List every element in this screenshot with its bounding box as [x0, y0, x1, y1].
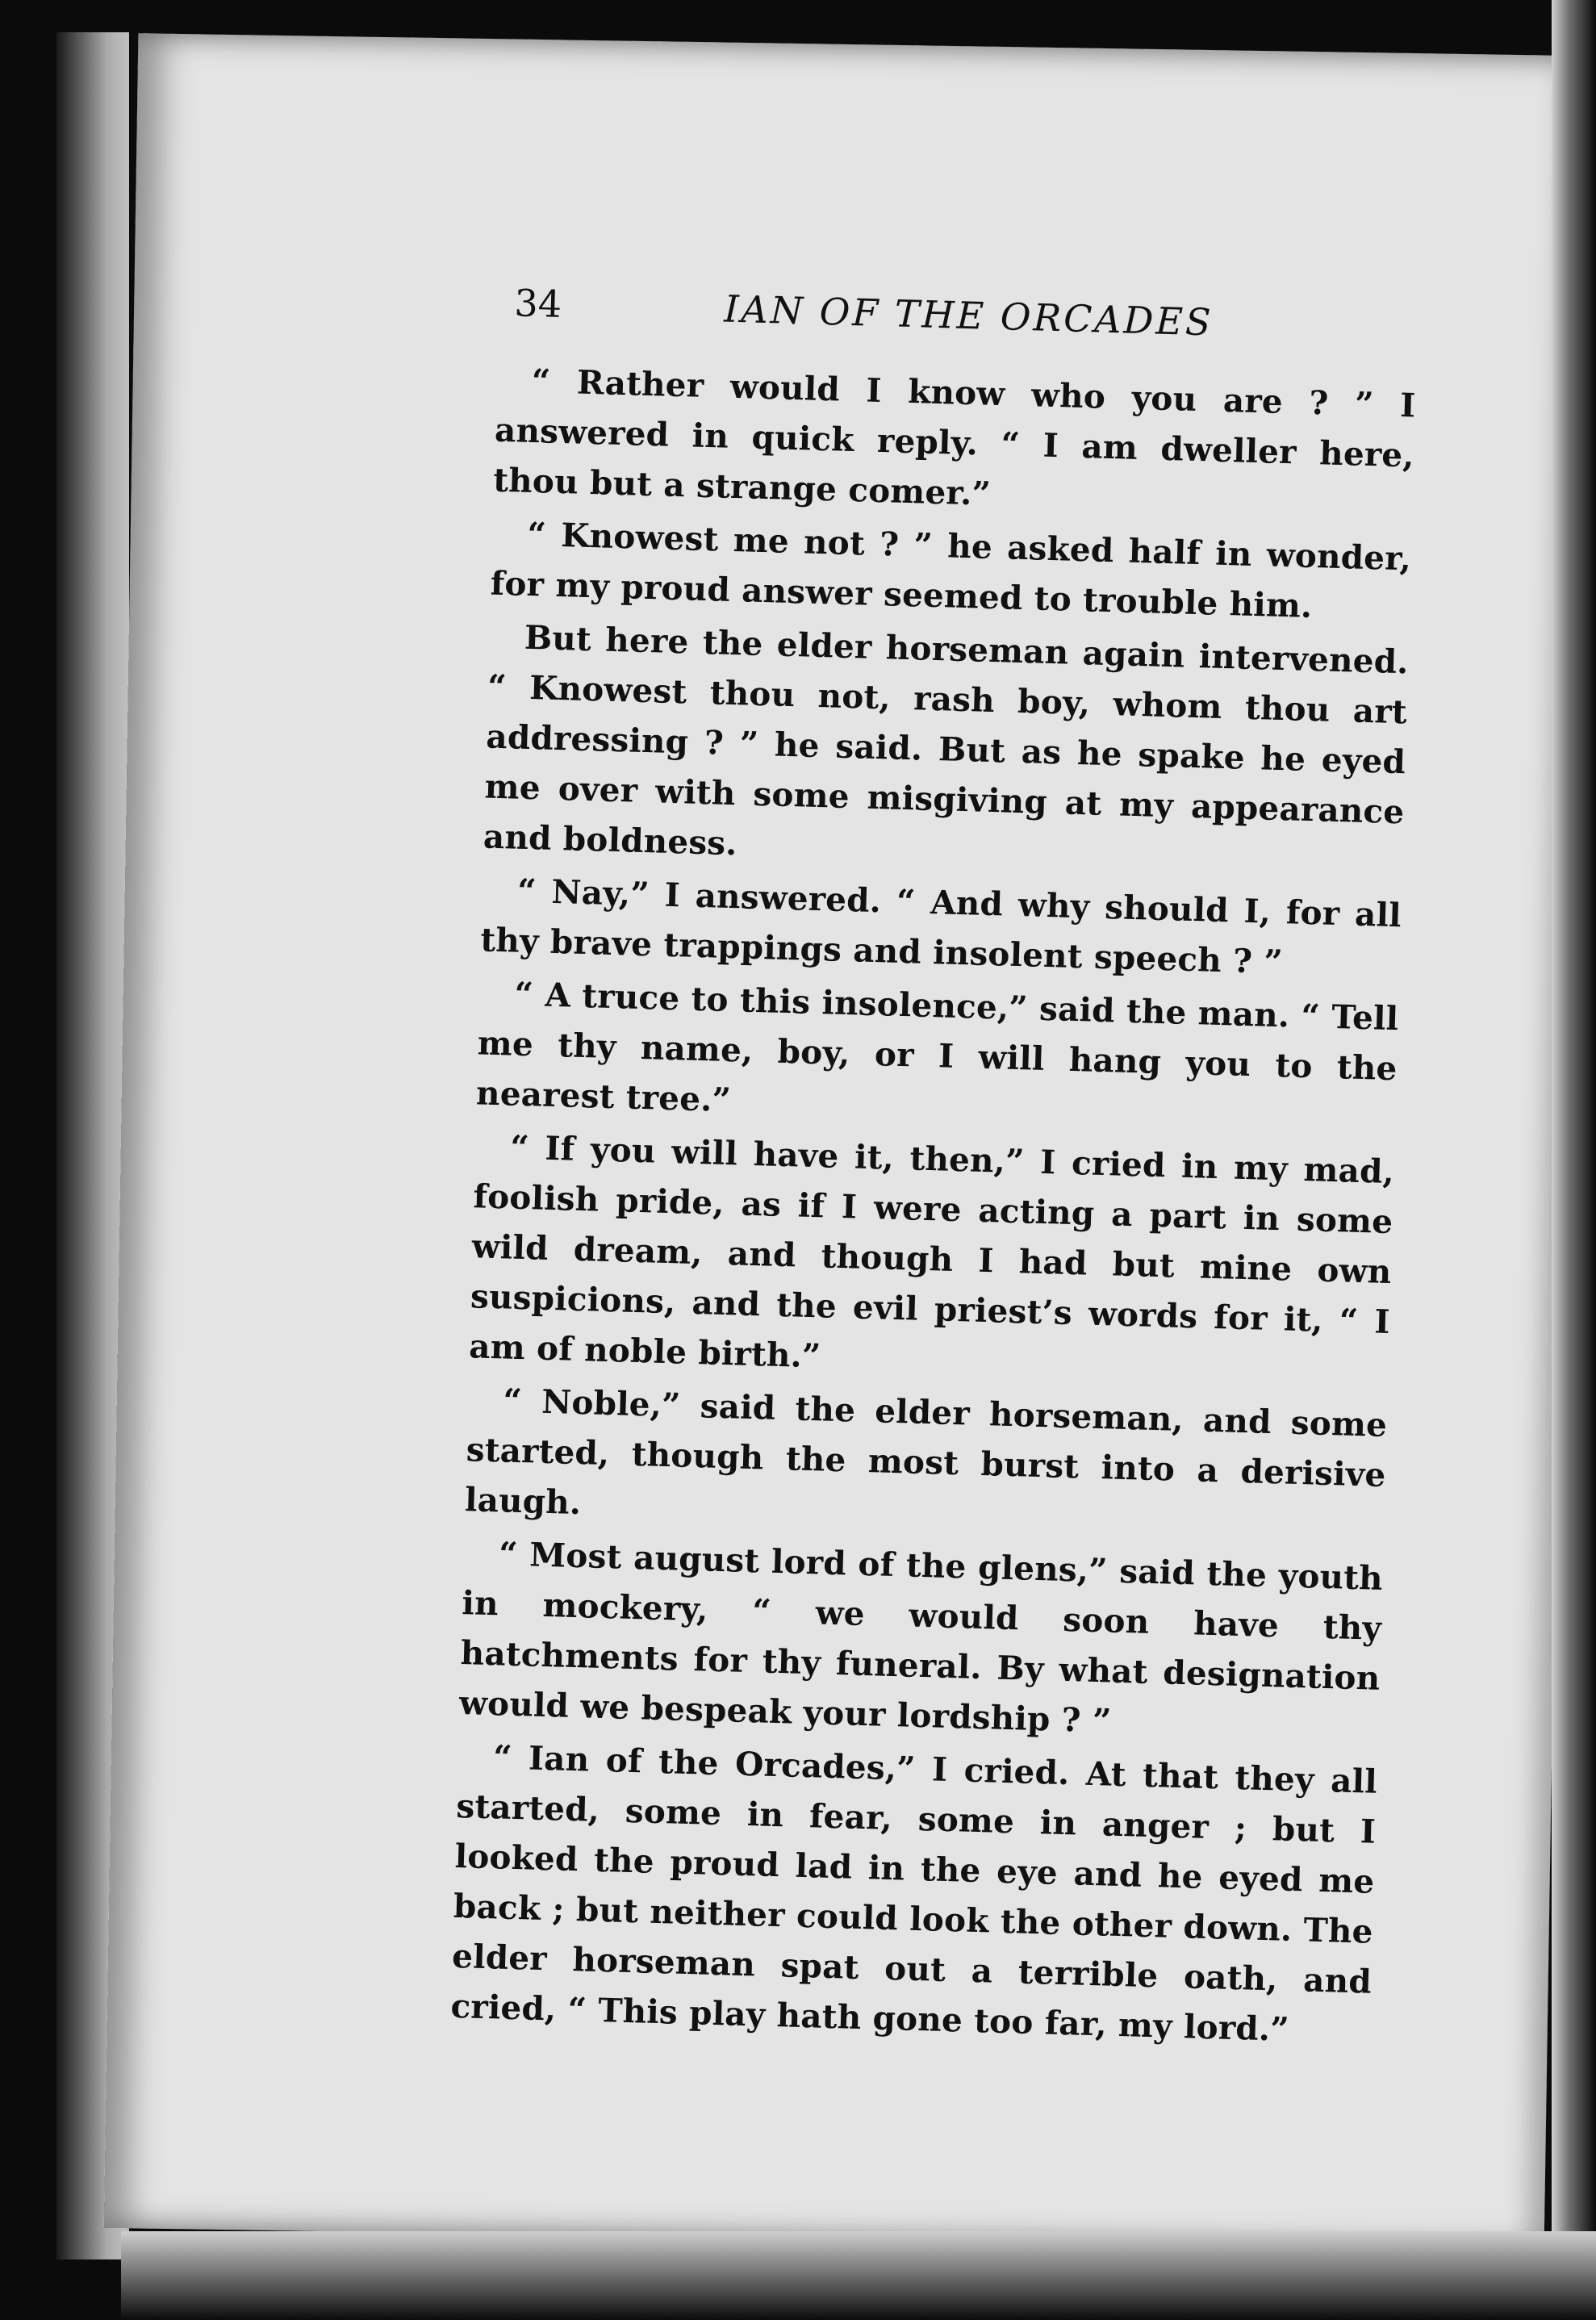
- paragraph: “ Rather would I know who you are ? ” I answered in quick reply. “ I am dweller here, thou but a strange comer.”: [492, 361, 1417, 513]
- paragraph: “ Noble,” said the elder horseman, and some started, though the most burst into a derisive laugh.: [464, 1381, 1388, 1523]
- paragraph: “ Knowest me not ? ” he asked half in wonder, for my proud answer seemed to trouble him.: [490, 514, 1412, 626]
- page-number: 34: [513, 281, 562, 326]
- running-head: IAN OF THE ORCADES: [723, 286, 1214, 345]
- paragraph: But here the elder horseman again intervened. “ Knowest thou not, rash boy, whom thou art addressing ? ” he said. But as he spake he eyed me over with some misgiving at my appearance and boldness.: [483, 617, 1410, 863]
- page-right-edge: [1552, 0, 1596, 2320]
- paragraph: “ A truce to this insolence,” said the man. “ Tell me thy name, boy, or I will hang you to the nearest tree.”: [475, 974, 1399, 1120]
- page-body: [450, 355, 1417, 2060]
- paragraph: “ Nay,” I answered. “ And why should I, for all thy brave trappings and insolent speech ? ”: [479, 871, 1402, 982]
- paragraph: “ Ian of the Orcades,” I cried. At that they all started, some in fear, some in anger ; but I looked the proud lad in the eye and he eyed me back ; but neither could look the other down. The elder horseman spat out a terrible oath, and cried, “ This play hath gone too far, my lord.”: [449, 1737, 1378, 2049]
- paragraph: “ If you will have it, then,” I cried in my mad, foolish pride, as if I were acting a part in some wild dream, and though I had but mine own suspicions, and the evil priest’s words for it, “ I am of noble birth.”: [468, 1127, 1395, 1376]
- page-bottom-edge: [121, 2231, 1596, 2320]
- paragraph: “ Most august lord of the glens,” said the youth in mockery, “ we would soon have thy hatchments for thy funeral. By what designation would we bespeak your lordship ? ”: [458, 1534, 1384, 1741]
